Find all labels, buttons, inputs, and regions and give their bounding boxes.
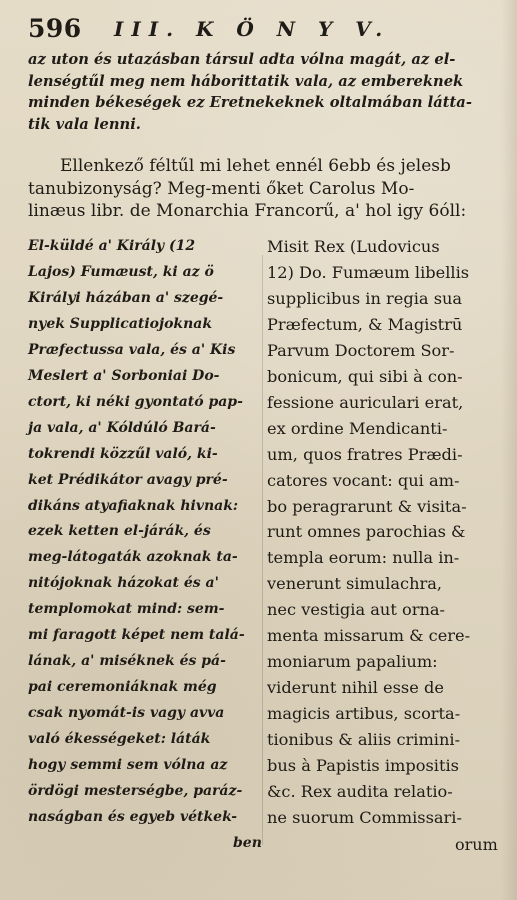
column-line: tokrendi közzűl való, ki- <box>28 445 218 462</box>
column-line: um, quos fratres Prædi- <box>267 444 463 464</box>
text-line: minden békeségek ez Eretnekeknek oltalmában látta- <box>28 94 472 111</box>
column-line: templa eorum: nulla in- <box>267 548 460 568</box>
column-line: viderunt nihil esse de <box>267 678 444 698</box>
column-line: ja vala, a' Kóldúló Bará- <box>28 419 216 436</box>
column-divider <box>262 255 263 845</box>
column-line: nitójoknak házokat és a' <box>28 575 219 592</box>
latin-column <box>267 234 493 831</box>
column-line: hogy semmi sem vólna az <box>28 757 228 774</box>
column-line: ket Prédikátor avagy pré- <box>28 471 228 488</box>
page-edge-shadow <box>501 0 517 900</box>
paragraph-line: linæus libr. de Monarchia Francorű, a' hol igy 6óll: <box>28 201 467 221</box>
column-line: catores vocant: qui am- <box>267 470 460 490</box>
text-line: lenségtűl meg nem háborittatik vala, az embereknek <box>28 72 464 90</box>
column-line: templomokat mind: sem- <box>28 601 225 618</box>
column-line: magicis artibus, scorta- <box>267 704 461 724</box>
text-line: tik vala lenni. <box>28 115 141 133</box>
catchword-right: orum <box>455 835 498 854</box>
column-line: Præfectussa vala, és a' Kis <box>28 341 236 358</box>
page-number: 596 <box>28 14 82 43</box>
column-line: supplicibus in regia sua <box>267 288 463 308</box>
column-line: tionibus & aliis crimini- <box>267 730 461 750</box>
column-line: pai ceremoniáknak még <box>28 679 217 696</box>
column-line: Misit Rex (Ludovicus <box>267 237 440 256</box>
column-line: csak nyomát-is vagy avva <box>28 705 225 722</box>
column-line: Meslert a' Sorboniai Do- <box>28 367 220 384</box>
catchword-left: ben <box>233 835 262 851</box>
column-line: ctort, ki néki gyontató pap- <box>28 393 243 410</box>
column-line: bo peragrarunt & visita- <box>267 496 467 516</box>
column-line: bus à Papistis impositis <box>267 756 459 776</box>
column-line: moniarum papalium: <box>267 652 438 672</box>
column-line: való ékességeket: láták <box>28 731 211 748</box>
continued-hungarian-text <box>28 49 490 135</box>
column-line: Præfectum, & Magistrū <box>267 314 463 334</box>
column-line: menta missarum & cere- <box>267 626 471 646</box>
running-head: III. K Ö N Y V. <box>114 17 391 41</box>
column-line: 12) Do. Fumæum libellis <box>267 262 470 282</box>
column-line: nyek Supplicatiojoknak <box>28 315 213 332</box>
column-line: ezek ketten el-járák, és <box>28 523 211 540</box>
hungarian-column <box>28 234 258 831</box>
paragraph-line: tanubizonyság? Meg-menti őket Carolus Mo- <box>28 178 415 199</box>
column-line: naságban és egyeb vétkek- <box>28 808 238 825</box>
column-line: ex ordine Mendicanti- <box>267 418 448 438</box>
column-line: runt omnes parochias & <box>267 522 466 542</box>
column-line: Királyi házában a' szegé- <box>28 289 224 306</box>
column-line: bonicum, qui sibi à con- <box>267 366 463 386</box>
column-line: ördögi mesterségbe, paráz- <box>28 783 243 800</box>
column-line: venerunt simulachra, <box>267 574 443 594</box>
column-line: meg-látogaták azoknak ta- <box>28 549 238 566</box>
column-line: El-küldé a' Király (12 <box>28 238 196 254</box>
text-line: az uton és utazásban társul adta vólna magát, az el- <box>28 51 456 68</box>
column-line: fessione auriculari erat, <box>267 392 464 412</box>
column-line: lának, a' miséknek és pá- <box>28 653 226 670</box>
column-line: Lajos) Fumæust, ki az ö <box>28 263 214 280</box>
column-line: mi faragott képet nem talá- <box>28 627 245 644</box>
page-header <box>28 14 490 42</box>
column-line: nec vestigia aut orna- <box>267 600 446 620</box>
column-line: &c. Rex audita relatio- <box>267 782 453 802</box>
column-line: Parvum Doctorem Sor- <box>267 340 455 360</box>
column-line: ne suorum Commissari- <box>267 807 462 827</box>
paragraph-line: Ellenkező féltűl mi lehet ennél 6ebb és jelesb <box>60 156 451 176</box>
main-paragraph <box>28 155 490 223</box>
column-line: dikáns atyafiaknak hivnak: <box>28 497 239 514</box>
